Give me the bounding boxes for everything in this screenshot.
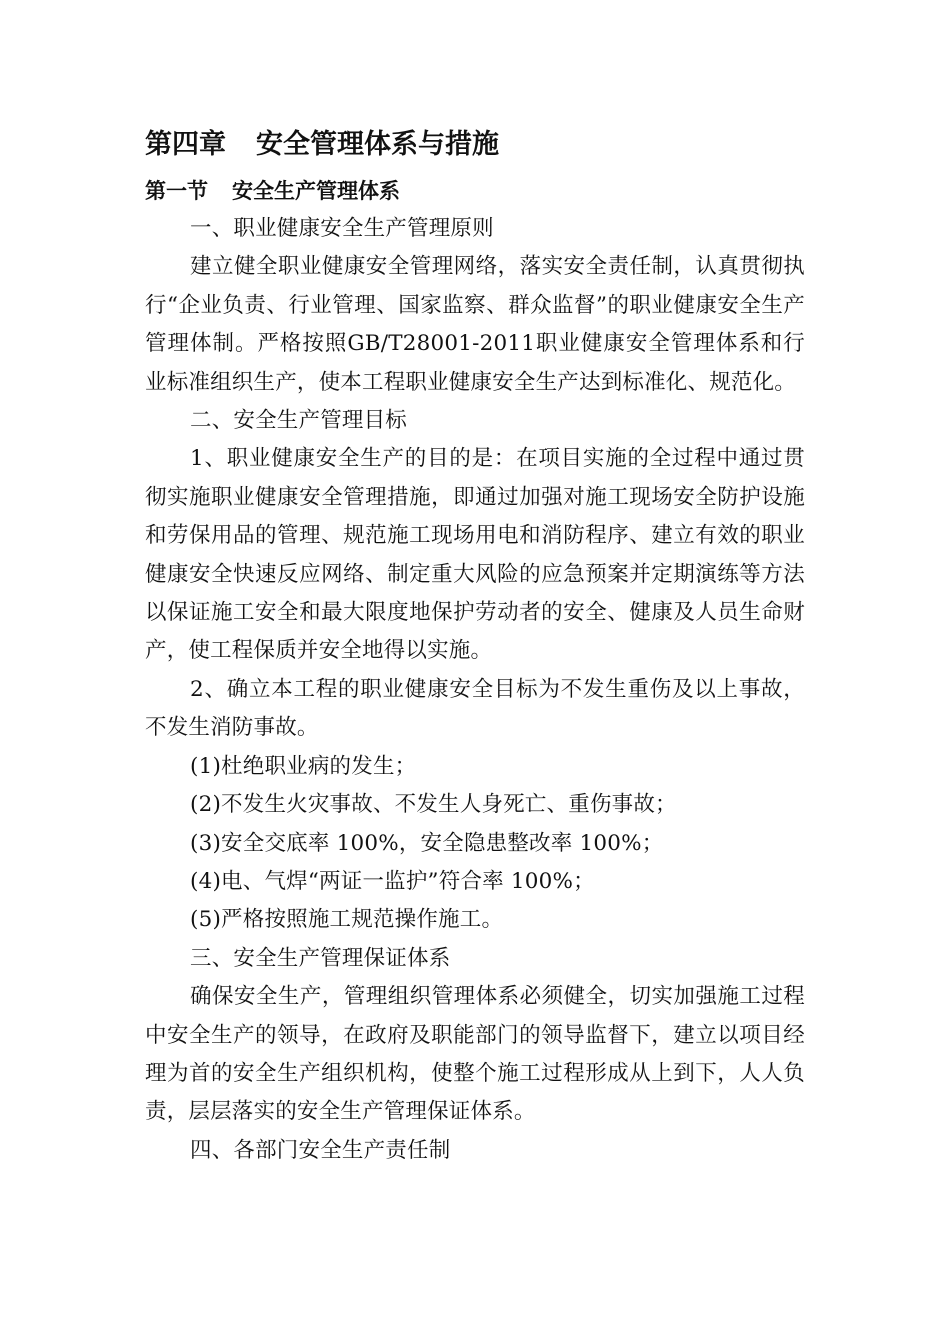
paragraph-principles: 建立健全职业健康安全管理网络，落实安全责任制，认真贯彻执行“企业负责、行业管理、国家监察、群众监督”的职业健康安全生产管理体制。严格按照GB/T28001-2011职业健康安全管理体系和行业标准组织生产，使本工程职业健康安全生产达到标准化、规范化。 (145, 254, 805, 395)
list-item-2: (2)不发生火灾事故、不发生人身死亡、重伤事故； (190, 792, 677, 818)
section-number: 第一节 (145, 179, 208, 203)
document-body (145, 118, 805, 1170)
list-item-1: (1)杜绝职业病的发生； (190, 753, 417, 779)
paragraph-goals-purpose: 1、职业健康安全生产的目的是：在项目实施的全过程中通过贯彻实施职业健康安全管理措施，即通过加强对施工现场安全防护设施和劳保用品的管理、规范施工现场用电和消防程序、建立有效的职业健康安全快速反应网络、制定重大风险的应急预案并定期演练等方法以保证施工安全和最大限度地保护劳动者的安全、健康及人员生命财产，使工程保质并安全地得以实施。 (145, 446, 805, 664)
subheading-principles: 一、职业健康安全生产管理原则 (190, 216, 494, 241)
chapter-title (145, 118, 805, 172)
section-title (145, 172, 805, 210)
paragraph-assurance: 确保安全生产，管理组织管理体系必须健全，切实加强施工过程中安全生产的领导，在政府及职能部门的领导监督下，建立以项目经理为首的安全生产组织机构，使整个施工过程形成从上到下，人人负责，层层落实的安全生产管理保证体系。 (145, 984, 805, 1125)
section-name: 安全生产管理体系 (232, 179, 400, 203)
subheading-goals: 二、安全生产管理目标 (190, 408, 408, 434)
list-item-4: (4)电、气焊“两证一监护”符合率 100%； (190, 868, 595, 894)
list-item-5: (5)严格按照施工规范操作施工。 (190, 907, 504, 933)
list-item-3: (3)安全交底率 100%，安全隐患整改率 100%； (190, 830, 664, 856)
paragraph-goals-target: 2、确立本工程的职业健康安全目标为不发生重伤及以上事故，不发生消防事故。 (145, 676, 805, 741)
chapter-number: 第四章 (145, 129, 226, 160)
chapter-name: 安全管理体系与措施 (256, 129, 499, 160)
subheading-assurance: 三、安全生产管理保证体系 (190, 945, 451, 971)
subheading-responsibility: 四、各部门安全生产责任制 (190, 1137, 451, 1163)
